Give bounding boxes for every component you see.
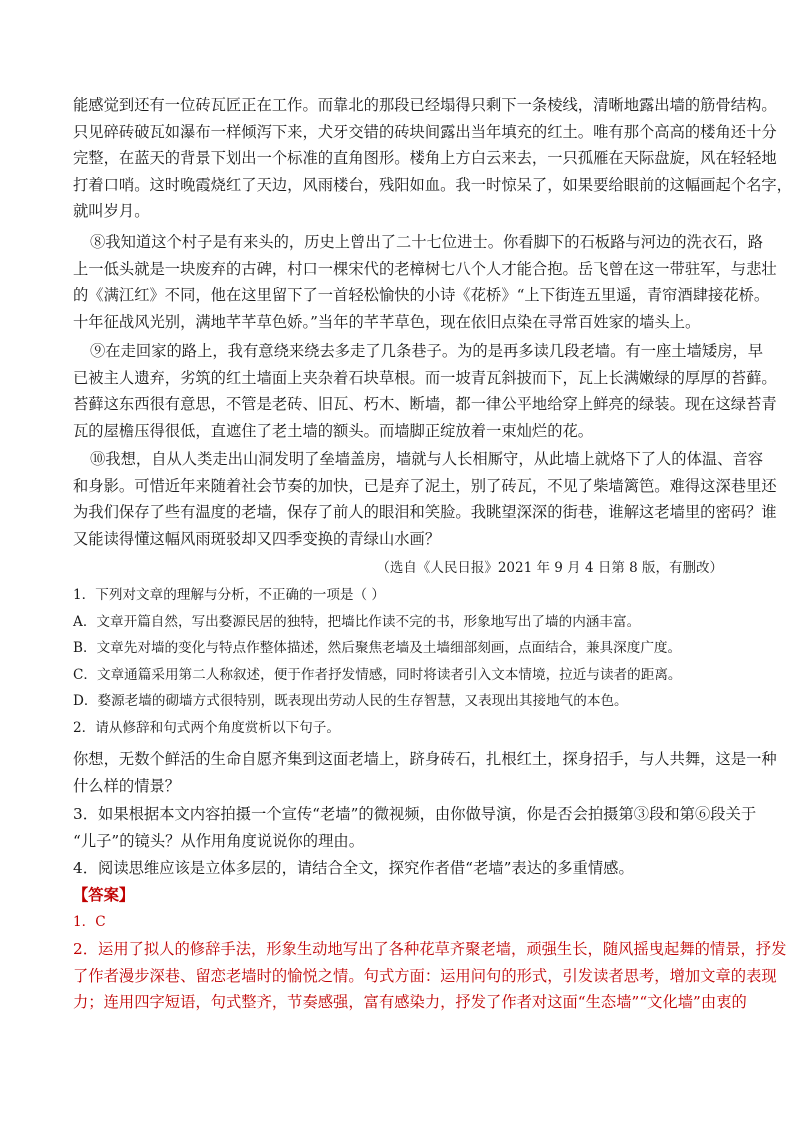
article-paragraph-continued (73, 92, 792, 225)
question-2-quote (73, 746, 777, 799)
text-line: 已被主人遗弃，劣筑的红土墙面上夹杂着石块草根。而一坡青瓦斜披而下，瓦上长满嫩绿的厚厚的苔藓。 (73, 368, 777, 387)
answer-1: 1．C (73, 914, 106, 930)
text-line: 十年征战风光别，满地芊芊草色娇。”当年的芊芊草色，现在依旧点染在寻常百姓家的墙头上。 (73, 312, 701, 331)
text-line: 打着口哨。这时晚霞烧红了天边，风雨楼台，残阳如血。我一时惊呆了，如果要给眼前的这幅画起个名字， (73, 175, 792, 194)
article-paragraph-9 (73, 338, 777, 444)
text-line: 只见碎砖破瓦如瀑布一样倾泻下来，犬牙交错的砖块间露出当年填充的红土。唯有那个高高的楼角还十分 (73, 122, 777, 141)
text-line: 了作者漫步深巷、留恋老墙时的愉悦之情。句式方面：运用问句的形式，引发读者思考，增加文章的表现 (73, 966, 777, 985)
question-1-option-a: A．文章开篇自然，写出婺源民居的独特，把墙比作读不完的书，形象地写出了墙的内涵丰富。 (73, 613, 641, 630)
text-line: 上一低头就是一块废弃的古碑，村口一棵宋代的老樟树七八个人才能合抱。岳飞曾在这一带驻军，与悲壮 (73, 259, 777, 278)
question-1-option-d: D．婺源老墙的砌墙方式很特别，既表现出劳动人民的生存智慧，又表现出其接地气的本色。 (73, 693, 628, 710)
text-line: ⑧我知道这个村子是有来头的，历史上曾出了二十七位进士。你看脚下的石板路与河边的洗衣石，路 (90, 233, 764, 251)
text-line: 能感觉到还有一位砖瓦匠正在工作。而靠北的那段已经塌得只剩下一条棱线，清晰地露出墙的筋骨结构。 (73, 96, 777, 114)
question-1-option-b: B．文章先对墙的变化与特点作整体描述，然后聚焦老墙及土墙细部刻画，点面结合，兼具深度广度。 (73, 640, 682, 657)
question-1-option-c: C．文章通篇采用第二人称叙述，便于作者抒发情感，同时将读者引入文本情境，拉近与读者的距离。 (73, 666, 682, 683)
text-line: 苔藓这东西很有意思，不管是老砖、旧瓦、朽木、断墙，都一律公平地给穿上鲜亮的绿装。现在这绿苔青 (73, 395, 777, 413)
article-paragraph-10 (73, 446, 777, 552)
text-line: 为我们保存了些有温度的老墙，保存了前人的眼泪和笑脸。我眺望深深的街巷，谁解这老墙里的密码？谁 (73, 503, 777, 521)
text-line: 的《满江红》不同，他在这里留下了一首轻松愉快的小诗《花桥》“上下街连五里遥，青帘酒肆接花桥。 (73, 286, 770, 304)
text-line: 力；连用四字短语，句式整齐，节奏感强，富有感染力，抒发了作者对这面“生态墙”“文化墙”由衷的 (73, 993, 747, 1011)
question-2: 2．请从修辞和句式两个角度赏析以下句子。 (73, 719, 340, 736)
text-line: 3．如果根据本文内容拍摄一个宣传“老墙”的微视频，由你做导演，你是否会拍摄第③段和第⑥段关于 (73, 805, 757, 823)
text-line: 和身影。可惜近年来随着社会节奏的加快，已是弃了泥土，别了砖瓦，不见了柴墙篱笆。难得这深巷里还 (73, 476, 777, 495)
answer-label: 【答案】 (73, 886, 135, 904)
text-line: 完整，在蓝天的背景下划出一个标准的直角图形。楼角上方白云来去，一只孤雁在天际盘旋，风在轻轻地 (73, 149, 777, 167)
question-4: 4．阅读思维应该是立体多层的，请结合全文，探究作者借“老墙”表达的多重情感。 (73, 859, 634, 877)
text-line: ⑩我想，自从人类走出山洞发明了垒墙盖房，墙就与人长相厮守，从此墙上就烙下了人的体温、音容 (90, 450, 764, 468)
article-source: （选自《人民日报》2021 年 9 月 4 日第 8 版，有删改） (376, 560, 723, 576)
text-line: 你想，无数个鲜活的生命自愿齐集到这面老墙上，跻身砖石，扎根红土，探身招手，与人共舞，这是一种 (73, 750, 777, 768)
question-3 (73, 801, 757, 854)
text-line: 2．运用了拟人的修辞手法，形象生动地写出了各种花草齐聚老墙，顽强生长，随风摇曳起舞的情景，抒发 (73, 940, 787, 958)
question-1: 1．下列对文章的理解与分析，不正确的一项是（ ） (73, 587, 386, 603)
text-line: “儿子”的镜头？从作用角度说说你的理由。 (73, 831, 364, 850)
text-line: ⑨在走回家的路上，我有意绕来绕去多走了几条巷子。为的是再多读几段老墙。有一座土墙矮房，早 (90, 342, 764, 360)
article-paragraph-8 (73, 229, 777, 335)
text-line: 又能读得懂这幅风雨斑驳却又四季变换的青绿山水画？ (73, 529, 441, 548)
text-line: 什么样的情景？ (73, 776, 181, 795)
text-line: 瓦的屋檐压得很低，直遮住了老土墙的额头。而墙脚正绽放着一束灿烂的花。 (73, 421, 594, 440)
text-line: 就叫岁月。 (73, 202, 150, 220)
questions-section (73, 582, 723, 742)
answer-2 (73, 936, 787, 1016)
